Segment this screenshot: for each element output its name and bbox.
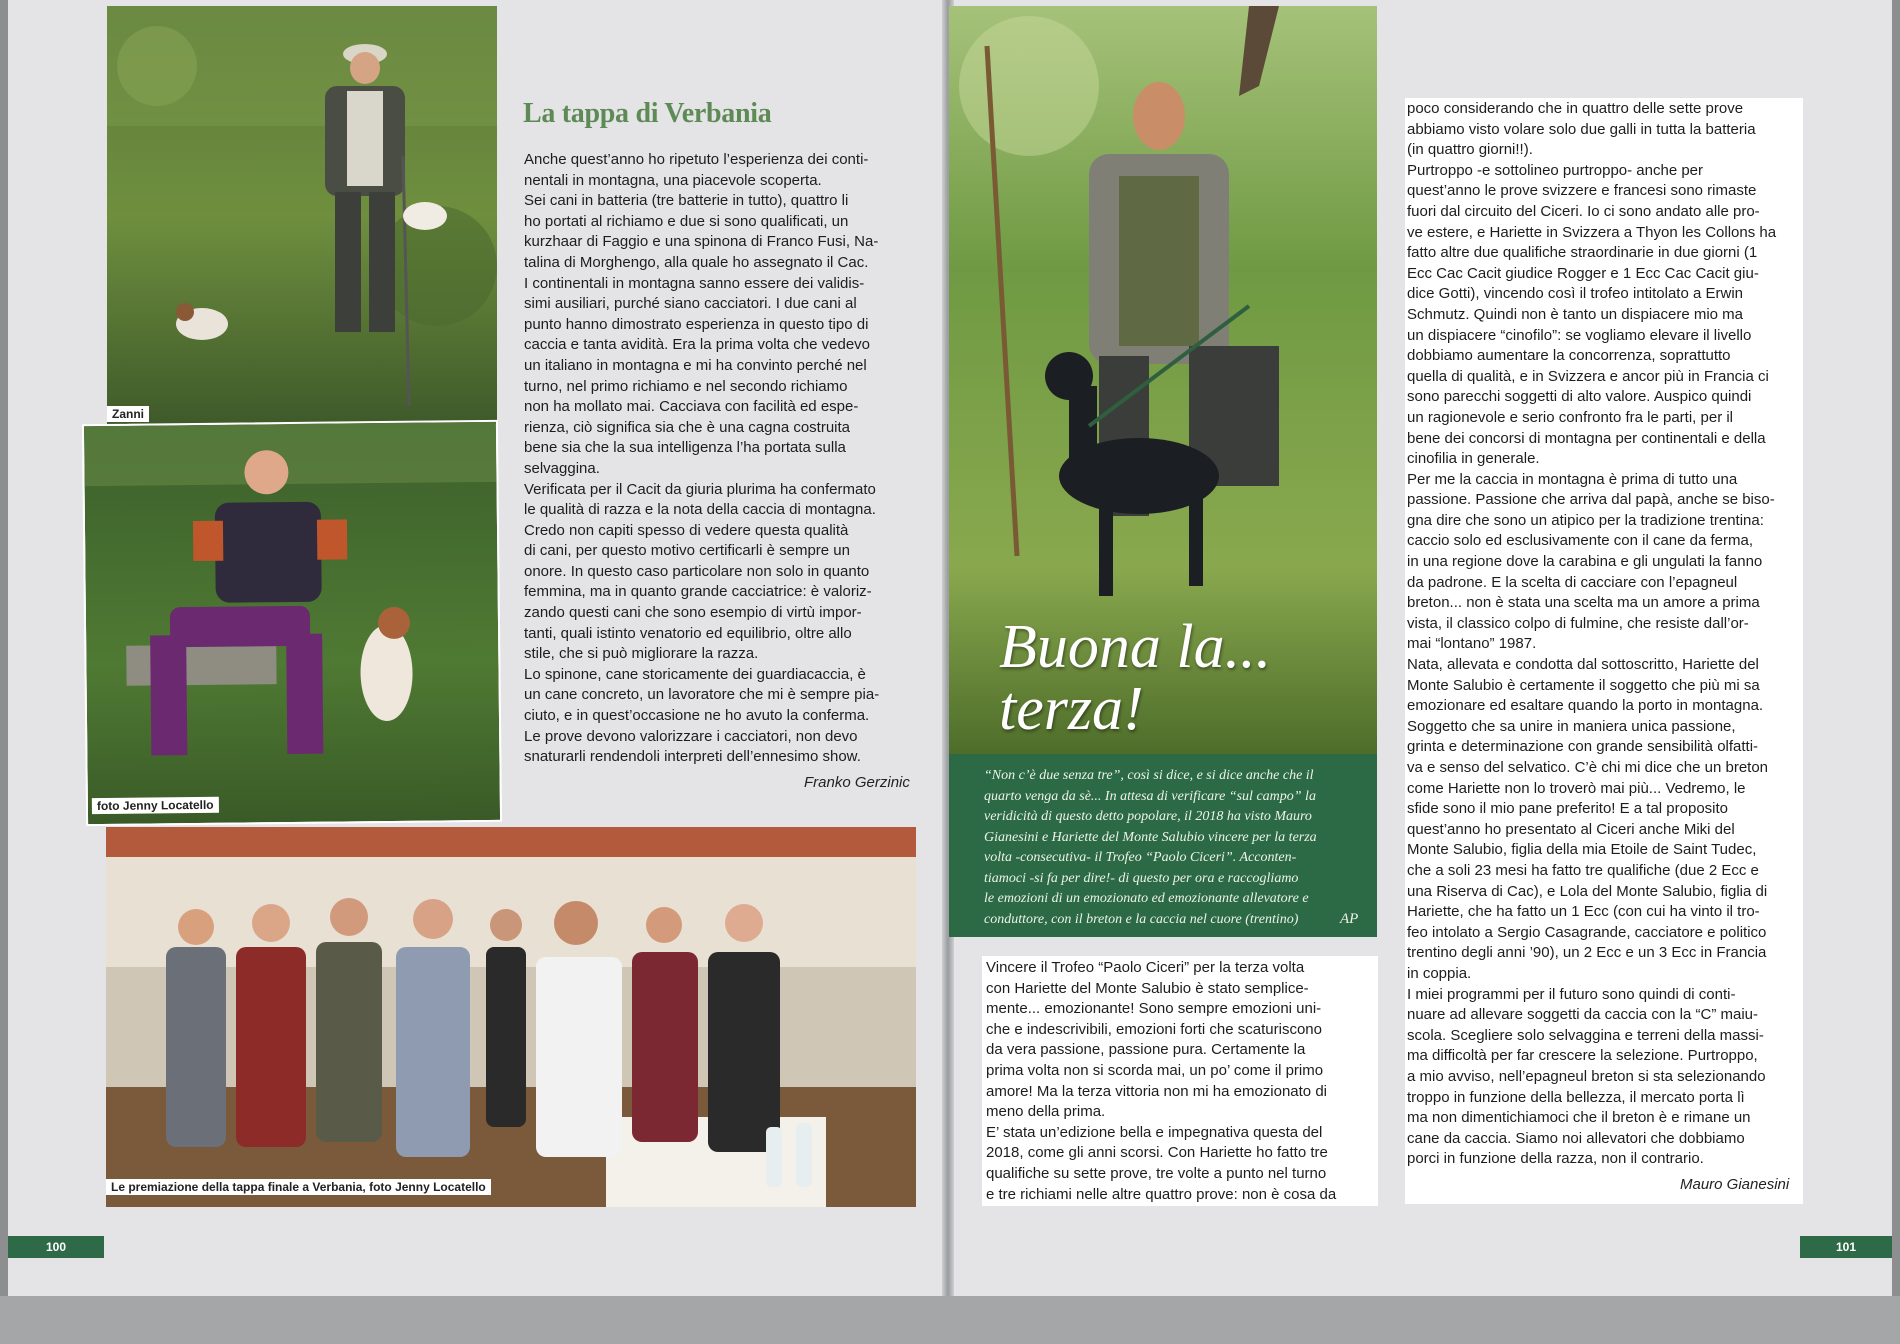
article-signature: Franko Gerzinic (804, 774, 910, 791)
article-signature: Mauro Gianesini (1680, 1176, 1790, 1193)
photo-caption: foto Jenny Locatello (92, 797, 219, 814)
photo-caption: Le premiazione della tappa finale a Verbania, foto Jenny Locatello (106, 1179, 491, 1195)
article-body: Anche quest’anno ho ripetuto l’esperienza dei conti- nentali in montagna, una piacevole scoperta. Sei cani in batteria (tre batterie in tutto), quattro li ho portati al richiamo e due si sono qualificati, un kurzhaar di Faggio e una spinona di Franco Fusi, Na- talina di Morghengo, alla quale ho assegnato il Cac. I continentali in montagna sanno essere dei validis- simi ausiliari, purché siano cacciatori. I due cani al punto hanno dimostrato esperienza in questo tipo di caccia e tanta avidità. Era la prima volta che vedevo un italiano in montagna e mi ha convinto perché nel turno, nel primo richiamo e nel secondo richiamo non ha mollato mai. Cacciava con facilità ed espe- rienza, ciò significa sia che è una cagna costruita bene sia che la sua intelligenza l’ha portata sulla selvaggina. Verificata per il Cacit da giuria plurima ha confermato le qualità di razza e la nota della caccia di montagna. Credo non capiti spesso di vedere questa qualità di cani, per questo motivo certificarli è sempre un onore. In questo caso particolare non solo in quanto femmina, ma in quanto grande cacciatrice: è valoriz- zando questi cani che sono esempio di virtù impor- tanti, quali istinto venatorio ed equilibrio, oltre allo stile, che si può migliorare la razza. Lo spinone, cane storicamente dei guardiacaccia, è un cane concreto, un lavoratore che mi è sempre pia- ciuto, e in quest’occasione ne ho avuto la conferma. Le prove devono valorizzare i cacciatori, non devo snaturarli rendendoli interpreti dell’ennesimo show. (524, 151, 880, 766)
page-number: 101 (1800, 1236, 1892, 1258)
photo-award-ceremony (106, 827, 916, 1207)
page-number: 100 (8, 1236, 104, 1258)
scan-bottom-margin (0, 1296, 1900, 1344)
photo-caption: Zanni (107, 406, 149, 422)
photo-hunter-with-breton (949, 6, 1377, 754)
article-column-1: Vincere il Trofeo “Paolo Ciceri” per la terza volta con Hariette del Monte Salubio è stato semplice- mente... emozionante! Sono sempre emozioni uni- che e indescrivibili, emozioni forti che scaturiscono da vera passione, passione pura. Certamente la prima volta non si scorda mai, un po’ come il primo amore! Ma la terza vittoria non mi ha emozionato di meno della prima. E’ stata un’edizione bella e impegnativa questa del 2018, come gli anni scorsi. Con Hariette ho fatto tre qualifiche su sette prove, tre volte a punto nel turno e tre richiami nelle altre quattro prove: non è cosa da (986, 959, 1337, 1203)
article-column-2: poco considerando che in quattro delle sette prove abbiamo visto volare solo due galli in tutta la batteria (in quattro giorni!!). Purtroppo -e sottolineo purtroppo- anche per quest’anno le prove svizzere e francesi sono rimaste fuori dal circuito del Ciceri. Io ci sono andato alle pro- ve estere, e Hariette in Svizzera a Thyon les Collons ha fatto altre due qualifiche straordinarie in due giorni (1 Ecc Cac Cacit giudice Rogger e 1 Ecc Cac Cacit giu- dice Gotti), vincendo così il trofeo intitolato a Erwin Schmutz. Quindi non è tanto un dispiacere mio ma un dispiacere “cinofilo”: se vogliamo elevare il livello dobbiamo aumentare la concorrenza, soprattutto quella di qualità, e in Svizzera e ancor più in Francia ci sono parecchi soggetti di alto valore. Auspico quindi un ragionevole e serio confronto fra le parti, per il bene dei concorsi di montagna per continentali e della cinofilia in generale. Per me la caccia in montagna è prima di tutto una passione. Passione che arriva dal papà, anche se biso- gna dire che sono un atipico per la tradizione trentina: caccio solo ed esclusivamente con il cane da ferma, in una regione dove la carabina e gli ungulati la fanno da padrone. E la scelta di cacciare con l’epagneul breton... non è stata una scelta ma un amore a prima vista, il classico colpo di fulmine, che resiste dall’or- mai “lontano” 1987. Nata, allevata e condotta dal sottoscritto, Hariette del Monte Salubio è certamente il soggetto che più mi sa emozionare ed esaltare quando la porto in montagna. Soggetto che sa unire in maniera unica passione, grinta e determinazione con grande sensibilità olfatti- va e senso del selvatico. C’è chi mi dice che un breton come Hariette non lo troverò mai più... Vedremo, le sfide sono il mio pane preferito! E a tal proposito quest’anno ho presentato al Ciceri anche Miki del Monte Salubio, figlia della mia Etoile de Saint Tudec, che a soli 23 mesi ha fatto tre qualifiche (due 2 Ecc e una Riserva di Cac), e Lola del Monte Salubio, figlia di Hariette, che ha fatto un 1 Ecc (con cui ha vinto il tro- feo intolato a Sergio Casagrande, cacciatore e politico trentino degli anni ’90), un 2 Ecc e un 3 Ecc in Francia in coppia. I miei programmi per il futuro sono quindi di conti- nuare ad allevare soggetti da caccia con la “C” maiu- scola. Scegliere solo selvaggina e terreni della massi- ma difficoltà per far crescere la selezione. Purtroppo, a mio avviso, nell’epagneul breton si sta selezionando troppo in funzione della bellezza, il mercato porta lì ma non dimentichiamoci che il breton è e rimane un cane da caccia. Siamo noi allevatori che dobbiamo porci in funzione della razza, non il contrario. (1407, 100, 1777, 1168)
intro-initials: AP (1340, 911, 1359, 927)
intro-text: “Non c’è due senza tre”, così si dice, e si dice anche che il quarto venga da sè... In attesa di verificare “sul campo” la veridicità di questo detto popolare, il 2018 ha visto Mauro Gianesini e Hariette del Monte Salubio vincere per la terza volta -consecutiva- il Trofeo “Paolo Ciceri”. Acconten- tiamoci -si fa per dire!- di questo per ora e raccogliamo le emozioni di un emozionato ed emozionante allevatore e conduttore, con il breton e la caccia nel cuore (trentino) (984, 768, 1317, 927)
article-title: Buona la... terza! (999, 613, 1272, 743)
photo-seated-man-with-dog (82, 420, 502, 826)
photo-hunter-with-dog (107, 6, 497, 424)
article-headline: La tappa di Verbania (523, 98, 772, 129)
